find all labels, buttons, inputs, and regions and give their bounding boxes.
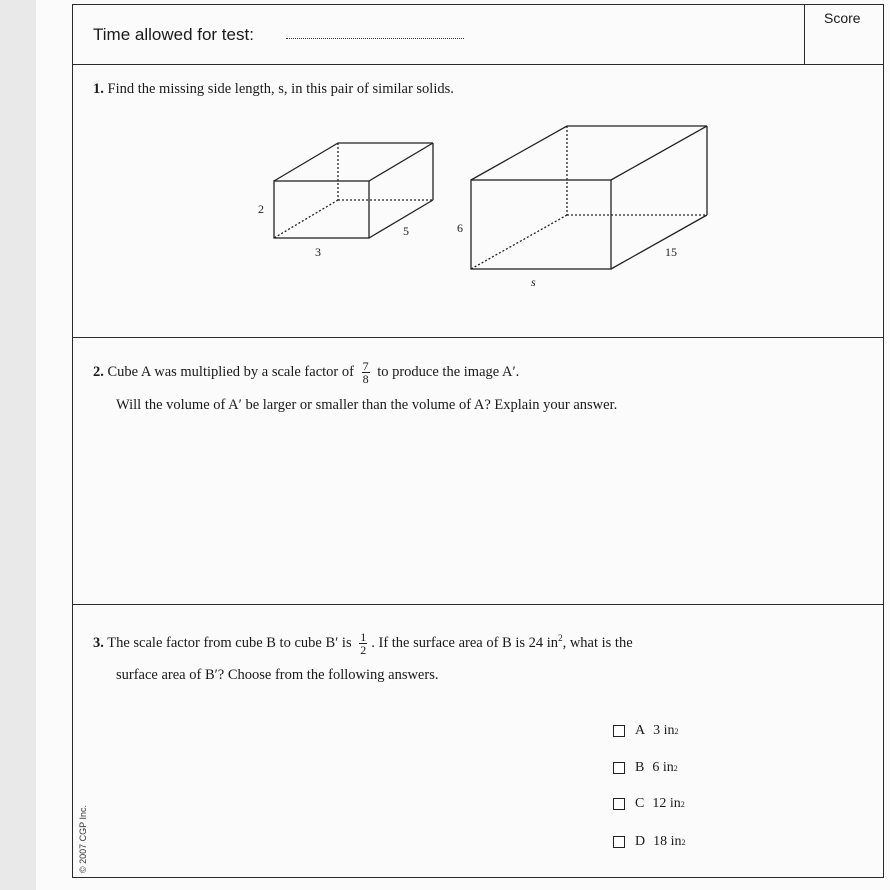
question-3-fraction bbox=[359, 631, 367, 656]
copyright-notice: © 2007 CGP Inc. bbox=[78, 804, 88, 873]
option-c-superscript: 2 bbox=[680, 799, 685, 809]
answer-option-a[interactable] bbox=[613, 723, 679, 739]
option-d-letter: D bbox=[635, 834, 646, 849]
small-width-label: 3 bbox=[315, 245, 321, 259]
question-2-text-after: to produce the image A′. bbox=[377, 363, 520, 380]
question-2-text-before: Cube A was multiplied by a scale factor of bbox=[107, 363, 354, 380]
option-d-value: 18 in bbox=[653, 834, 682, 849]
question-3-line-2: surface area of B′? Choose from the following answers. bbox=[116, 667, 439, 683]
large-height-label: 6 bbox=[457, 221, 463, 235]
small-prism bbox=[274, 143, 433, 238]
answer-option-d[interactable] bbox=[613, 834, 686, 850]
question-3-text-before: The scale factor from cube B to cube B′ is bbox=[107, 634, 352, 651]
question-3-text-after-a: . If the surface area of B is 24 in bbox=[371, 634, 559, 651]
question-1-number: 1. bbox=[93, 81, 104, 97]
option-d-superscript: 2 bbox=[681, 837, 686, 847]
option-b-value: 6 in bbox=[652, 760, 674, 775]
checkbox-a[interactable] bbox=[613, 725, 625, 737]
small-height-label: 2 bbox=[258, 202, 264, 216]
question-3-number: 3. bbox=[93, 634, 104, 651]
option-b-superscript: 2 bbox=[673, 763, 678, 773]
answer-option-c[interactable] bbox=[613, 796, 685, 812]
question-1-text: Find the missing side length, s, in this pair of similar solids. bbox=[107, 81, 454, 97]
option-b-letter: B bbox=[635, 760, 645, 775]
option-c-value: 12 in bbox=[652, 796, 681, 811]
question-3-superscript: 2 bbox=[558, 633, 563, 643]
question-2-number: 2. bbox=[93, 363, 104, 380]
question-2-line-2: Will the volume of A′ be larger or smaller than the volume of A? Explain your answer. bbox=[116, 397, 618, 413]
fraction-denominator: 2 bbox=[360, 643, 367, 657]
option-c-letter: C bbox=[635, 796, 645, 811]
question-3-line-1 bbox=[93, 631, 633, 656]
large-width-label: s bbox=[531, 275, 536, 289]
option-a-value: 3 in bbox=[653, 723, 675, 738]
time-allowed-label: Time allowed for test: bbox=[93, 25, 254, 44]
large-depth-label: 15 bbox=[665, 245, 677, 259]
checkbox-d[interactable] bbox=[613, 836, 625, 848]
option-a-letter: A bbox=[635, 723, 646, 738]
checkbox-c[interactable] bbox=[613, 798, 625, 810]
answer-option-b[interactable] bbox=[613, 760, 678, 776]
option-a-superscript: 2 bbox=[674, 726, 679, 736]
question-2-fraction bbox=[362, 360, 370, 385]
checkbox-b[interactable] bbox=[613, 762, 625, 774]
fraction-numerator: 7 bbox=[362, 359, 369, 373]
score-label: Score bbox=[824, 10, 861, 26]
small-depth-label: 5 bbox=[403, 224, 409, 238]
fraction-numerator: 1 bbox=[360, 630, 367, 644]
question-2-line-1 bbox=[93, 360, 519, 385]
fraction-denominator: 8 bbox=[362, 372, 369, 386]
question-3-text-after-b: , what is the bbox=[562, 634, 633, 651]
